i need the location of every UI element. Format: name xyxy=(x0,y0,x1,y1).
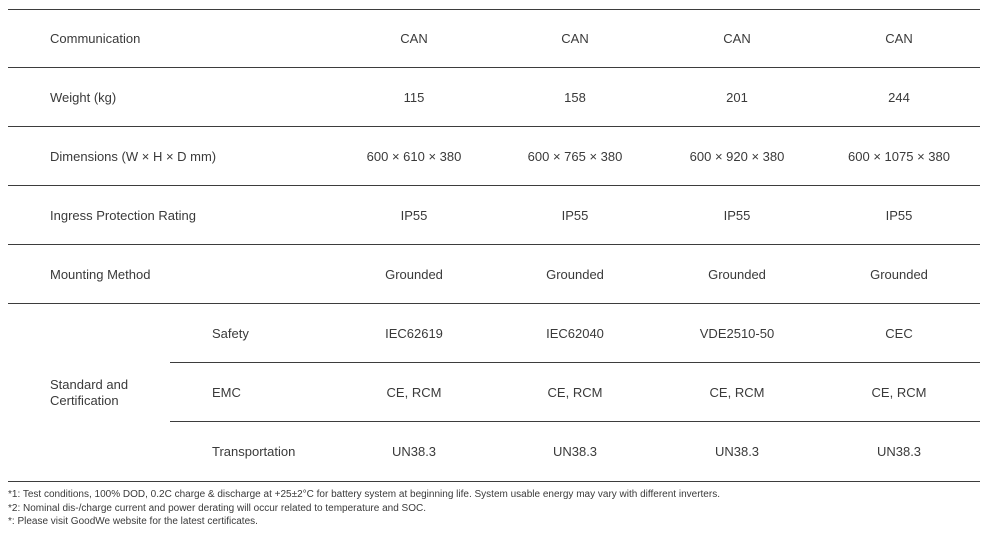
row-label: Ingress Protection Rating xyxy=(50,207,196,223)
value-cell: CAN xyxy=(561,31,589,46)
value-cell: UN38.3 xyxy=(391,444,437,459)
footnote-3: *: Please visit GoodWe website for the latest certificates. xyxy=(8,516,258,527)
row-label: Communication xyxy=(50,31,141,46)
spec-row-weight xyxy=(8,68,980,127)
value-cell: CE, RCM xyxy=(709,384,765,400)
value-cell: 115 xyxy=(403,89,425,105)
value-cell: IP55 xyxy=(561,207,589,223)
subrow-label: Safety xyxy=(212,325,249,341)
value-cell: 600 × 1075 × 380 xyxy=(848,148,950,164)
footnotes xyxy=(8,488,720,529)
value-cell: IEC62619 xyxy=(385,325,443,341)
certification-label xyxy=(50,304,160,481)
value-cell: 600 × 920 × 380 xyxy=(689,148,785,164)
value-cell: UN38.3 xyxy=(552,444,598,459)
value-cell: IEC62040 xyxy=(546,325,604,341)
value-cell: 600 × 765 × 380 xyxy=(527,148,623,164)
footnote-2: *2: Nominal dis-/charge current and power derating will occur related to temperature and SOC. xyxy=(8,502,426,514)
value-cell: Grounded xyxy=(385,266,443,282)
value-cell: UN38.3 xyxy=(714,444,760,459)
spec-subrow-safety xyxy=(170,304,980,363)
row-label: Mounting Method xyxy=(50,266,151,282)
value-cell: IP55 xyxy=(723,207,751,223)
value-cell: CAN xyxy=(723,31,751,46)
value-cell: Grounded xyxy=(870,266,928,282)
spec-subrow-emc xyxy=(170,363,980,422)
value-cell: CEC xyxy=(885,325,913,341)
value-cell: CE, RCM xyxy=(871,384,927,400)
spec-row-ingress-protection xyxy=(8,186,980,245)
spec-row-dimensions xyxy=(8,127,980,186)
row-label: Dimensions (W × H × D mm) xyxy=(50,148,217,164)
value-cell: UN38.3 xyxy=(876,444,922,459)
value-cell: CAN xyxy=(885,31,913,46)
spec-row-mounting-method xyxy=(8,245,980,304)
value-cell: 201 xyxy=(726,89,748,105)
spec-table xyxy=(8,9,980,482)
subrow-label: EMC xyxy=(212,384,241,400)
spec-row-communication xyxy=(8,9,980,68)
value-cell: Grounded xyxy=(708,266,766,282)
value-cell: Grounded xyxy=(546,266,604,282)
value-cell: 244 xyxy=(888,89,910,105)
value-cell: CE, RCM xyxy=(386,384,442,400)
certification-label-line2: Certification xyxy=(50,392,119,408)
footnote-1: *1: Test conditions, 100% DOD, 0.2C charge & discharge at +25±2°C for battery system at beginning life. System usable energy may vary with different inverters. xyxy=(8,489,720,500)
value-cell: 600 × 610 × 380 xyxy=(366,148,462,164)
value-cell: VDE2510-50 xyxy=(699,325,775,341)
certification-group xyxy=(8,304,980,482)
row-label: Weight (kg) xyxy=(50,89,117,105)
value-cell: 158 xyxy=(564,89,586,105)
spec-subrow-transportation xyxy=(170,422,980,481)
value-cell: IP55 xyxy=(885,207,913,223)
value-cell: IP55 xyxy=(400,207,428,223)
value-cell: CE, RCM xyxy=(547,384,603,400)
subrow-label: Transportation xyxy=(212,444,296,459)
certification-label-line1: Standard and xyxy=(50,376,129,392)
value-cell: CAN xyxy=(400,31,428,46)
